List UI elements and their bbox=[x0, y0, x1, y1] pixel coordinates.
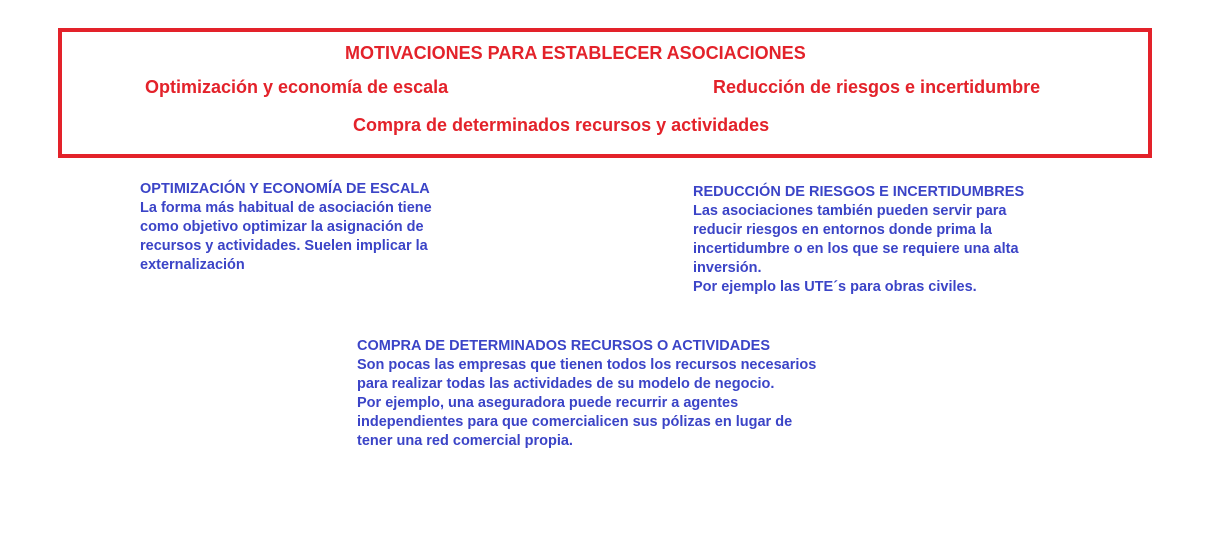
reduccion-line: incertidumbre o en los que se requiere una alta bbox=[693, 241, 1019, 257]
compra-line: tener una red comercial propia. bbox=[357, 433, 573, 449]
compra-line: independientes para que comercialicen sus pólizas en lugar de bbox=[357, 414, 793, 430]
reduccion-line: reducir riesgos en entornos donde prima la bbox=[693, 222, 992, 238]
reduccion-title: REDUCCIÓN DE RIESGOS E INCERTIDUMBRES bbox=[693, 184, 1025, 200]
compra-line: Son pocas las empresas que tienen todos los recursos necesarios bbox=[357, 357, 817, 373]
compra-line: para realizar todas las actividades de su modelo de negocio. bbox=[357, 376, 775, 392]
compra-line: Por ejemplo, una aseguradora puede recurrir a agentes bbox=[357, 395, 739, 411]
compra-block bbox=[357, 337, 816, 451]
reduccion-line: inversión. bbox=[693, 260, 762, 276]
optimizacion-line: como objetivo optimizar la asignación de bbox=[140, 219, 424, 235]
reduccion-line: Por ejemplo las UTE´s para obras civiles. bbox=[693, 279, 977, 295]
optimizacion-line: recursos y actividades. Suelen implicar la bbox=[140, 238, 428, 254]
optimizacion-block bbox=[140, 180, 432, 275]
optimizacion-line: externalización bbox=[140, 257, 245, 273]
optimizacion-title: OPTIMIZACIÓN Y ECONOMÍA DE ESCALA bbox=[140, 181, 430, 197]
optimizacion-line: La forma más habitual de asociación tiene bbox=[140, 200, 432, 216]
reduccion-line: Las asociaciones también pueden servir para bbox=[693, 203, 1007, 219]
header-item-compra: Compra de determinados recursos y actividades bbox=[353, 115, 770, 135]
reduccion-block bbox=[693, 183, 1024, 297]
header-title: MOTIVACIONES PARA ESTABLECER ASOCIACIONES bbox=[345, 43, 806, 63]
header-item-reduccion: Reducción de riesgos e incertidumbre bbox=[713, 77, 1041, 97]
header-item-optimizacion: Optimización y economía de escala bbox=[145, 77, 449, 97]
compra-title: COMPRA DE DETERMINADOS RECURSOS O ACTIVIDADES bbox=[357, 338, 771, 354]
